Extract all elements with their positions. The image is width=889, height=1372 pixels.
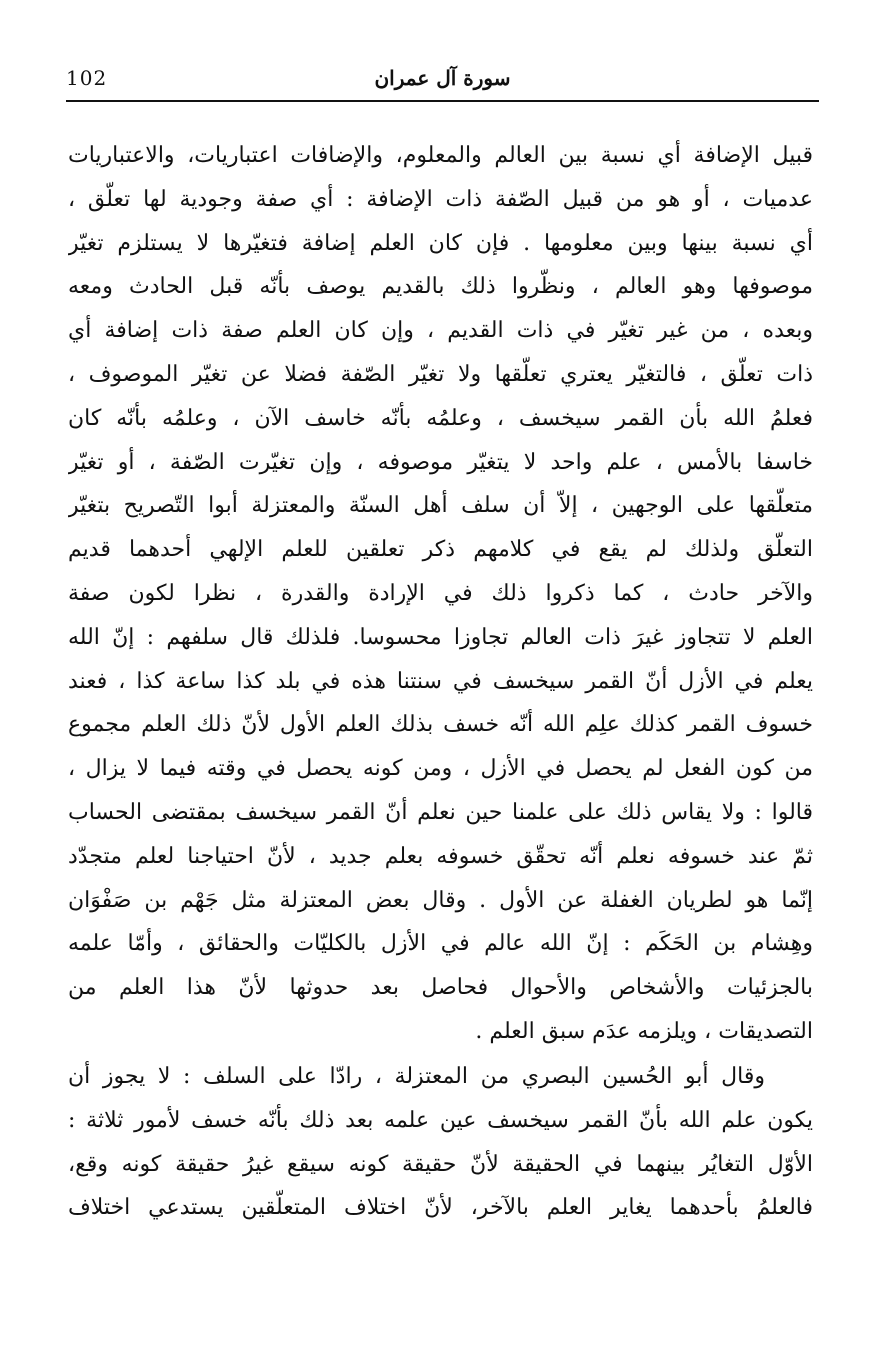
text-line: العلم لا تتجاوز غيرَ ذات العالم تجاوزا محسوسا. فلذلك قال سلفهم : إنّ الله xyxy=(68,624,813,650)
text-line: خاسفا بالأمس ، علم واحد لا يتغيّر موصوفه ، وإن تغيّرت الصّفة ، أو تغيّر xyxy=(68,449,813,475)
text-line: قالوا : ولا يقاس ذلك على علمنا حين نعلم أنّ القمر سيخسف بمقتضى الحساب xyxy=(68,799,813,825)
text-line: وقال أبو الحُسين البصري من المعتزلة ، رادّا على السلف : لا يجوز أن xyxy=(68,1064,765,1089)
text-line: ثمّ عند خسوفه نعلم أنّه تحقّق خسوفه بعلم جديد ، لأنّ احتياجنا لعلم متجدّد xyxy=(68,843,813,869)
text-line: قبيل الإضافة أي نسبة بين العالم والمعلوم، والإضافات اعتباريات، والاعتباريات xyxy=(68,143,813,168)
header-rule xyxy=(66,100,819,102)
text-line: الأوّل التغايُر بينهما في الحقيقة لأنّ حقيقة كونه سيقع غيرُ حقيقة كونه وقع، xyxy=(68,1151,813,1177)
paragraph-1 xyxy=(68,134,813,1054)
text-line: إنّما هو لطريان الغفلة عن الأول . وقال بعض المعتزلة مثل جَهْم بن صَفْوَان xyxy=(68,887,813,913)
page-number: 102 xyxy=(66,66,108,90)
text-line: أي نسبة بينها وبين معلومها . فإن كان العلم إضافة فتغيّرها لا يستلزم تغيّر xyxy=(68,230,813,256)
text-line: يعلم في الأزل أنّ القمر سيخسف في سنتنا هذه في بلد كذا ساعة كذا ، فعند xyxy=(68,668,813,694)
paragraph-2 xyxy=(68,1055,813,1230)
text-line: عدميات ، أو هو من قبيل الصّفة ذات الإضافة : أي صفة وجودية لها تعلّق ، xyxy=(68,186,813,212)
text-line: وبعده ، من غير تغيّر في ذات القديم ، وإن كان العلم صفة ذات إضافة أي xyxy=(68,318,813,344)
text-line: التصديقات ، ويلزمه عدَم سبق العلم . xyxy=(475,1018,813,1044)
text-line: يكون علم الله بأنّ القمر سيخسف عين علمه بعد ذلك بأنّه خسف لأمور ثلاثة : xyxy=(68,1107,813,1133)
text-line: التعلّق ولذلك لم يقع في كلامهم ذكر تعلقين للعلم الإلهي أحدهما قديم xyxy=(68,537,813,563)
text-line: متعلّقها على الوجهين ، إلاّ أن سلف أهل السنّة والمعتزلة أبوا التّصريح بتغيّر xyxy=(68,493,813,519)
text-line: ذات تعلّق ، فالتغيّر يعتري تعلّقها ولا تغيّر الصّفة فضلا عن تغيّر الموصوف ، xyxy=(68,361,813,387)
text-line: فعلمُ الله بأن القمر سيخسف ، وعلمُه بأنّه خاسف الآن ، وعلمُه بأنّه كان xyxy=(68,405,813,431)
text-line: وهِشام بن الحَكَم : إنّ الله عالم في الأزل بالكليّات والحقائق ، وأمّا علمه xyxy=(68,931,813,957)
running-header xyxy=(66,62,819,102)
text-line: بالجزئيات والأشخاص والأحوال فحاصل بعد حدوثها لأنّ هذا العلم من xyxy=(68,975,813,1001)
text-line: فالعلمُ بأحدهما يغاير العلم بالآخر، لأنّ اختلاف المتعلّقين يستدعي اختلاف xyxy=(68,1195,813,1221)
text-line: من كون الفعل لم يحصل في الأزل ، ومن كونه يحصل في وقته فيما لا يزال ، xyxy=(68,756,813,782)
text-line: موصوفها وهو العالم ، ونظّروا ذلك بالقديم يوصف بأنّه قبل الحادث ومعه xyxy=(68,274,813,300)
surah-title: سورة آل عمران xyxy=(374,66,511,90)
text-line: والآخر حادث ، كما ذكروا ذلك في الإرادة والقدرة ، نظرا لكون صفة xyxy=(68,580,813,606)
text-line: خسوف القمر كذلك علِم الله أنّه خسف بذلك العلم الأول لأنّ ذلك العلم مجموع xyxy=(68,712,813,738)
